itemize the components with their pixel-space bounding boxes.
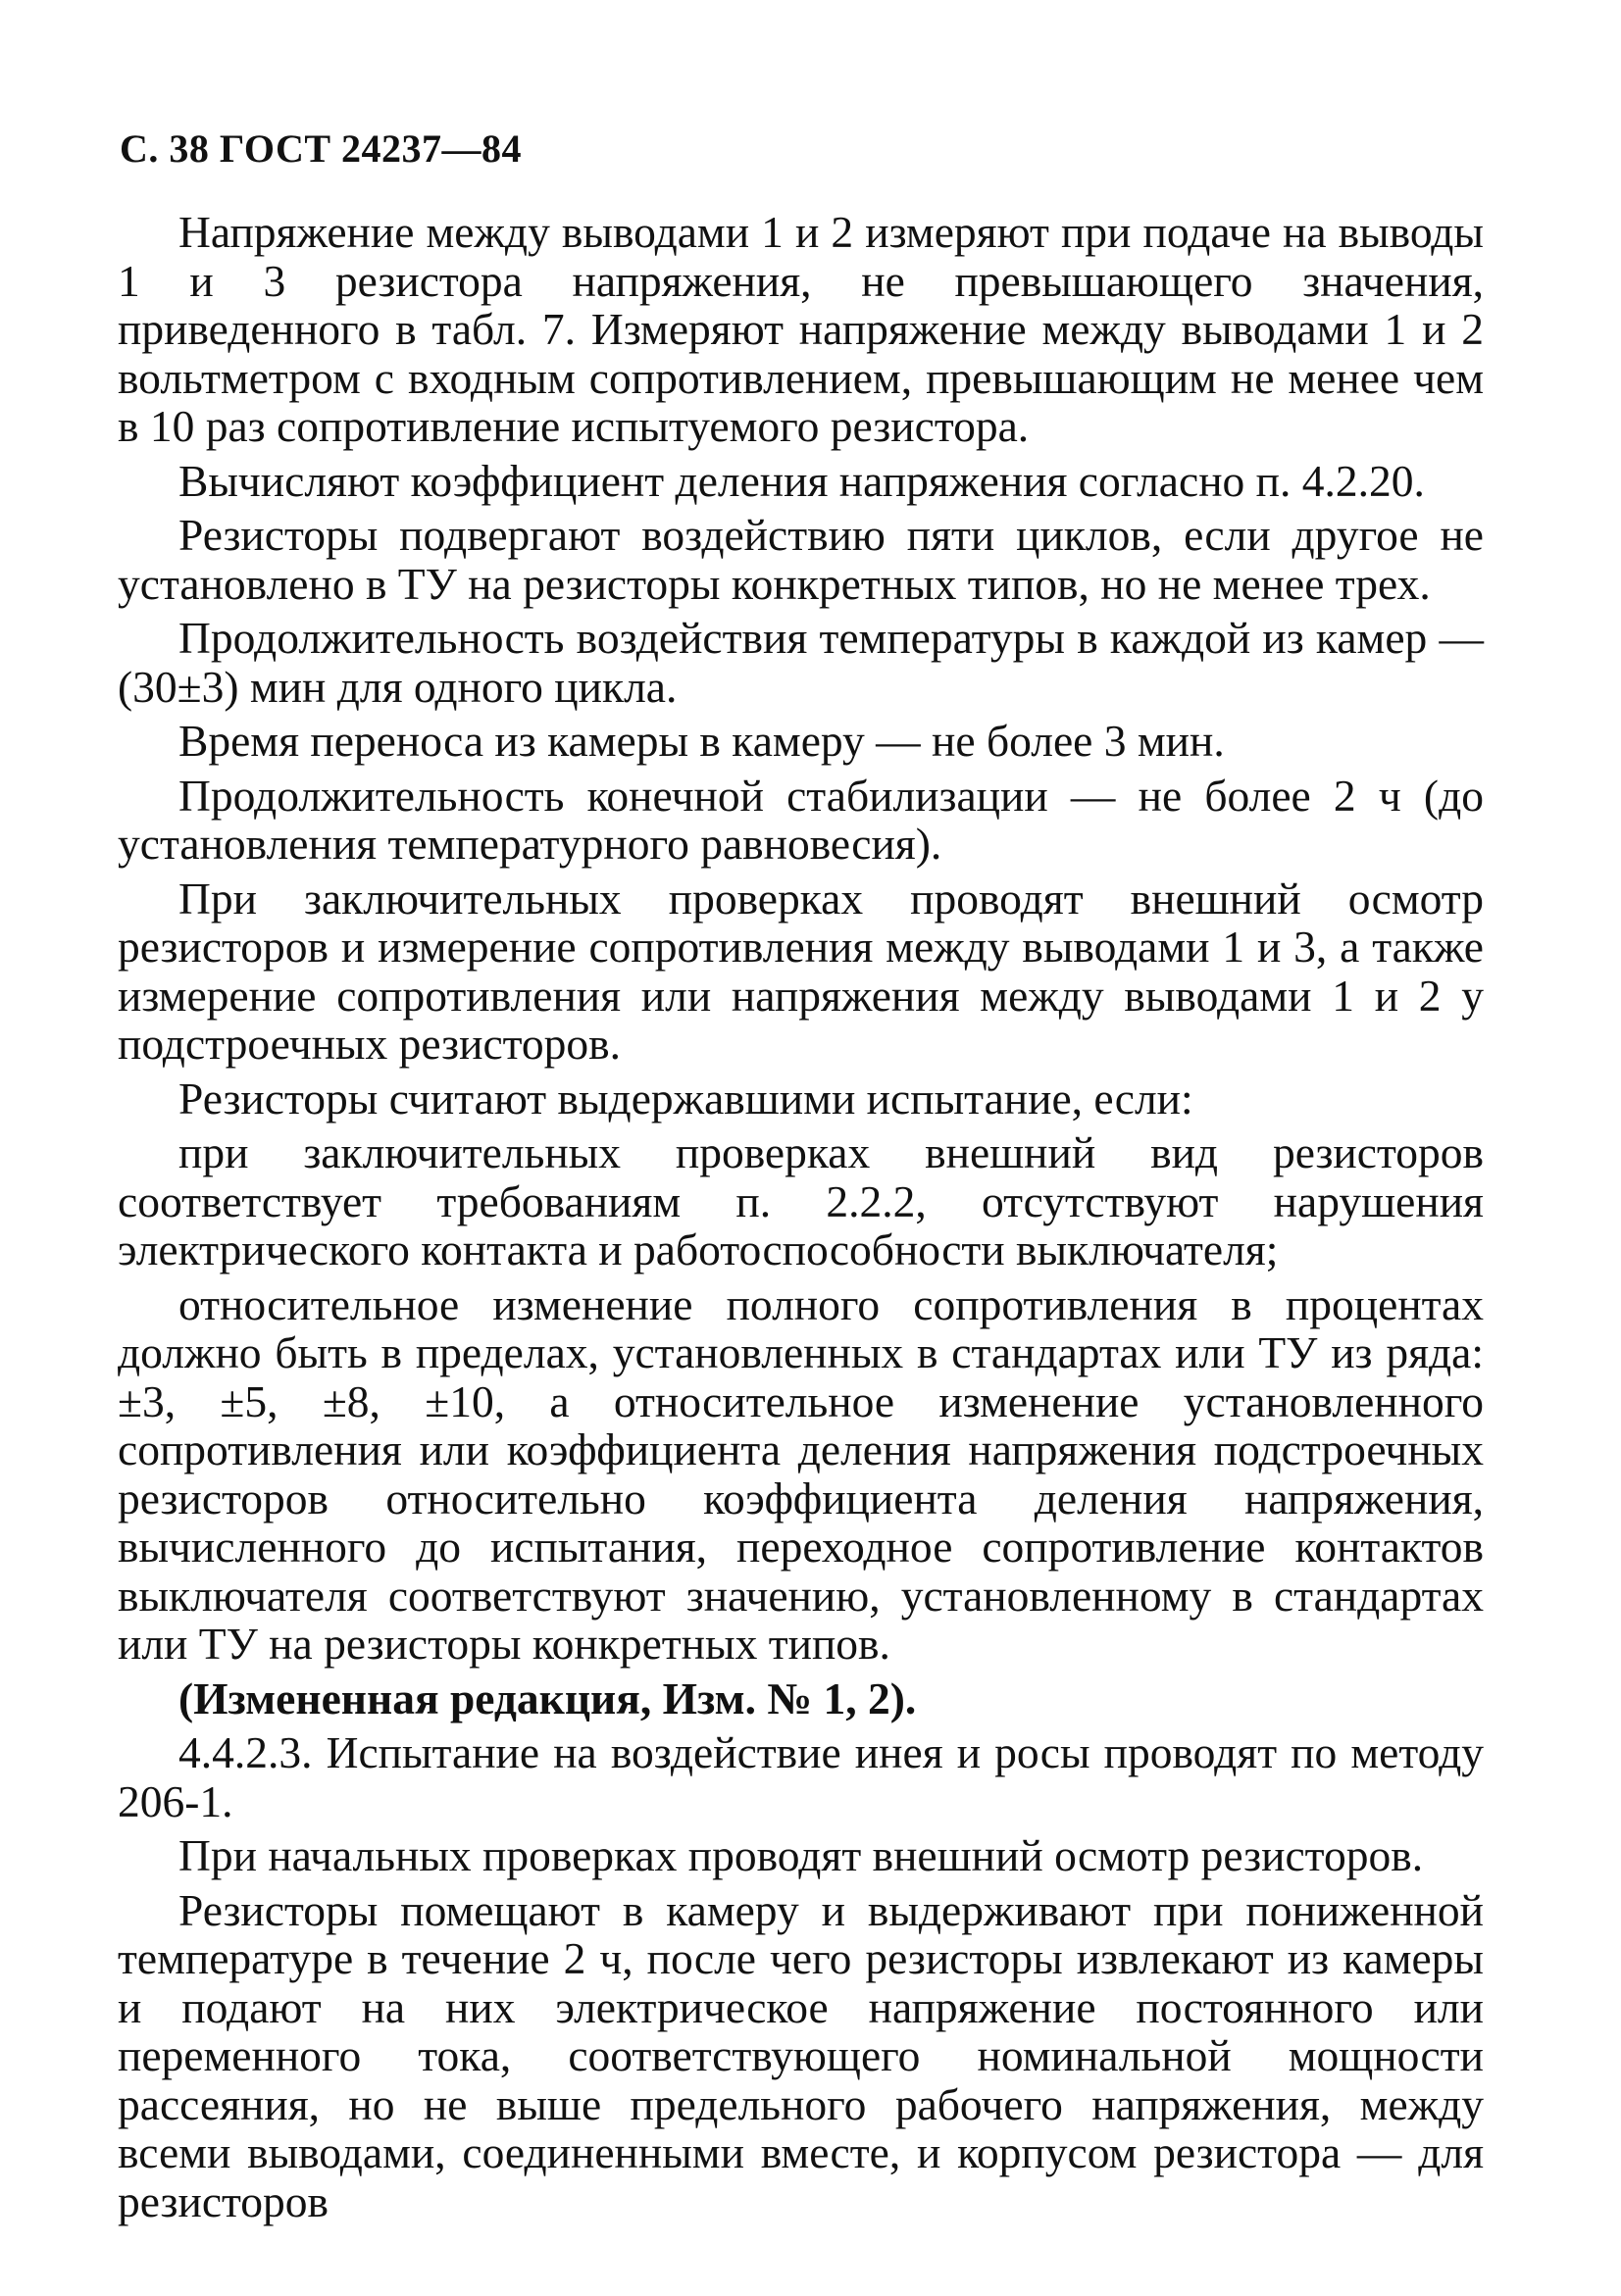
paragraph-chamber-procedure: Резисторы помещают в камеру и выдерживают при пониженной температуре в течение 2 ч, после чего резисторы извлекают из камеры и подают на них электрическое напряжение постоянного или переменного тока, соответствующего номинальной мощности рассеяния, но не выше предельного рабочего напряжения, между всеми выводами, соединенными вместе, и корпусом резистора — для резисторов: [118, 1884, 1484, 2226]
paragraph-final-checks: При заключительных проверках проводят внешний осмотр резисторов и измерение сопротивления между выводами 1 и 3, а также измерение сопротивления или напряжения между выводами 1 и 2 у подстроечных резисторов.: [118, 873, 1484, 1069]
paragraph-exposure-duration: Продолжительность воздействия температуры в каждой из камер — (30±3) мин для одного цикла.: [118, 613, 1484, 712]
paragraph-voltage-measurement: Напряжение между выводами 1 и 2 измеряют при подаче на выводы 1 и 3 резистора напряжения, не превышающего значения, приведенного в табл. 7. Измеряют напряжение между выводами 1 и 2 вольтметром с входным сопротивлением, превышающим не менее чем в 10 раз сопротивление испытуемого резистора.: [118, 207, 1484, 451]
paragraph-revision-note: (Измененная редакция, Изм. № 1, 2).: [178, 1672, 917, 1723]
paragraph-initial-checks: При начальных проверках проводят внешний осмотр резисторов.: [178, 1830, 1424, 1880]
paragraph-pass-criteria: Резисторы считают выдержавшими испытание, если:: [178, 1073, 1193, 1123]
paragraph-transfer-time: Время переноса из камеры в камеру — не более 3 мин.: [178, 716, 1225, 766]
page-header: С. 38 ГОСТ 24237—84: [120, 126, 523, 171]
paragraph-criterion-appearance: при заключительных проверках внешний вид резисторов соответствует требованиям п. 2.2.2, отсутствуют нарушения электрического контакта и работоспособности выключателя;: [118, 1127, 1484, 1274]
paragraph-criterion-resistance-change: относительное изменение полного сопротивления в процентах должно быть в пределах, установленных в стандартах или ТУ из ряда: ±3, ±5, ±8, ±10, а относительное изменение установленного сопротивления или коэффициента деления напряжения подстроечных резисторов относительно коэффициента деления напряжения, вычисленного до испытания, переходное сопротивление контактов выключателя соответствуют значению, установленному в стандартах или ТУ на резисторы конкретных типов.: [118, 1278, 1484, 1669]
paragraph-final-stabilization: Продолжительность конечной стабилизации — не более 2 ч (до установления температурного равновесия).: [118, 770, 1484, 869]
paragraph-cycles: Резисторы подвергают воздействию пяти циклов, если другое не установлено в ТУ на резисторы конкретных типов, но не менее трех.: [118, 510, 1484, 609]
document-body: [118, 208, 1484, 2225]
paragraph-section-4-4-2-3: 4.4.2.3. Испытание на воздействие инея и росы проводят по методу 206-1.: [118, 1727, 1484, 1826]
paragraph-division-coefficient: Вычисляют коэффициент деления напряжения согласно п. 4.2.20.: [178, 455, 1425, 506]
